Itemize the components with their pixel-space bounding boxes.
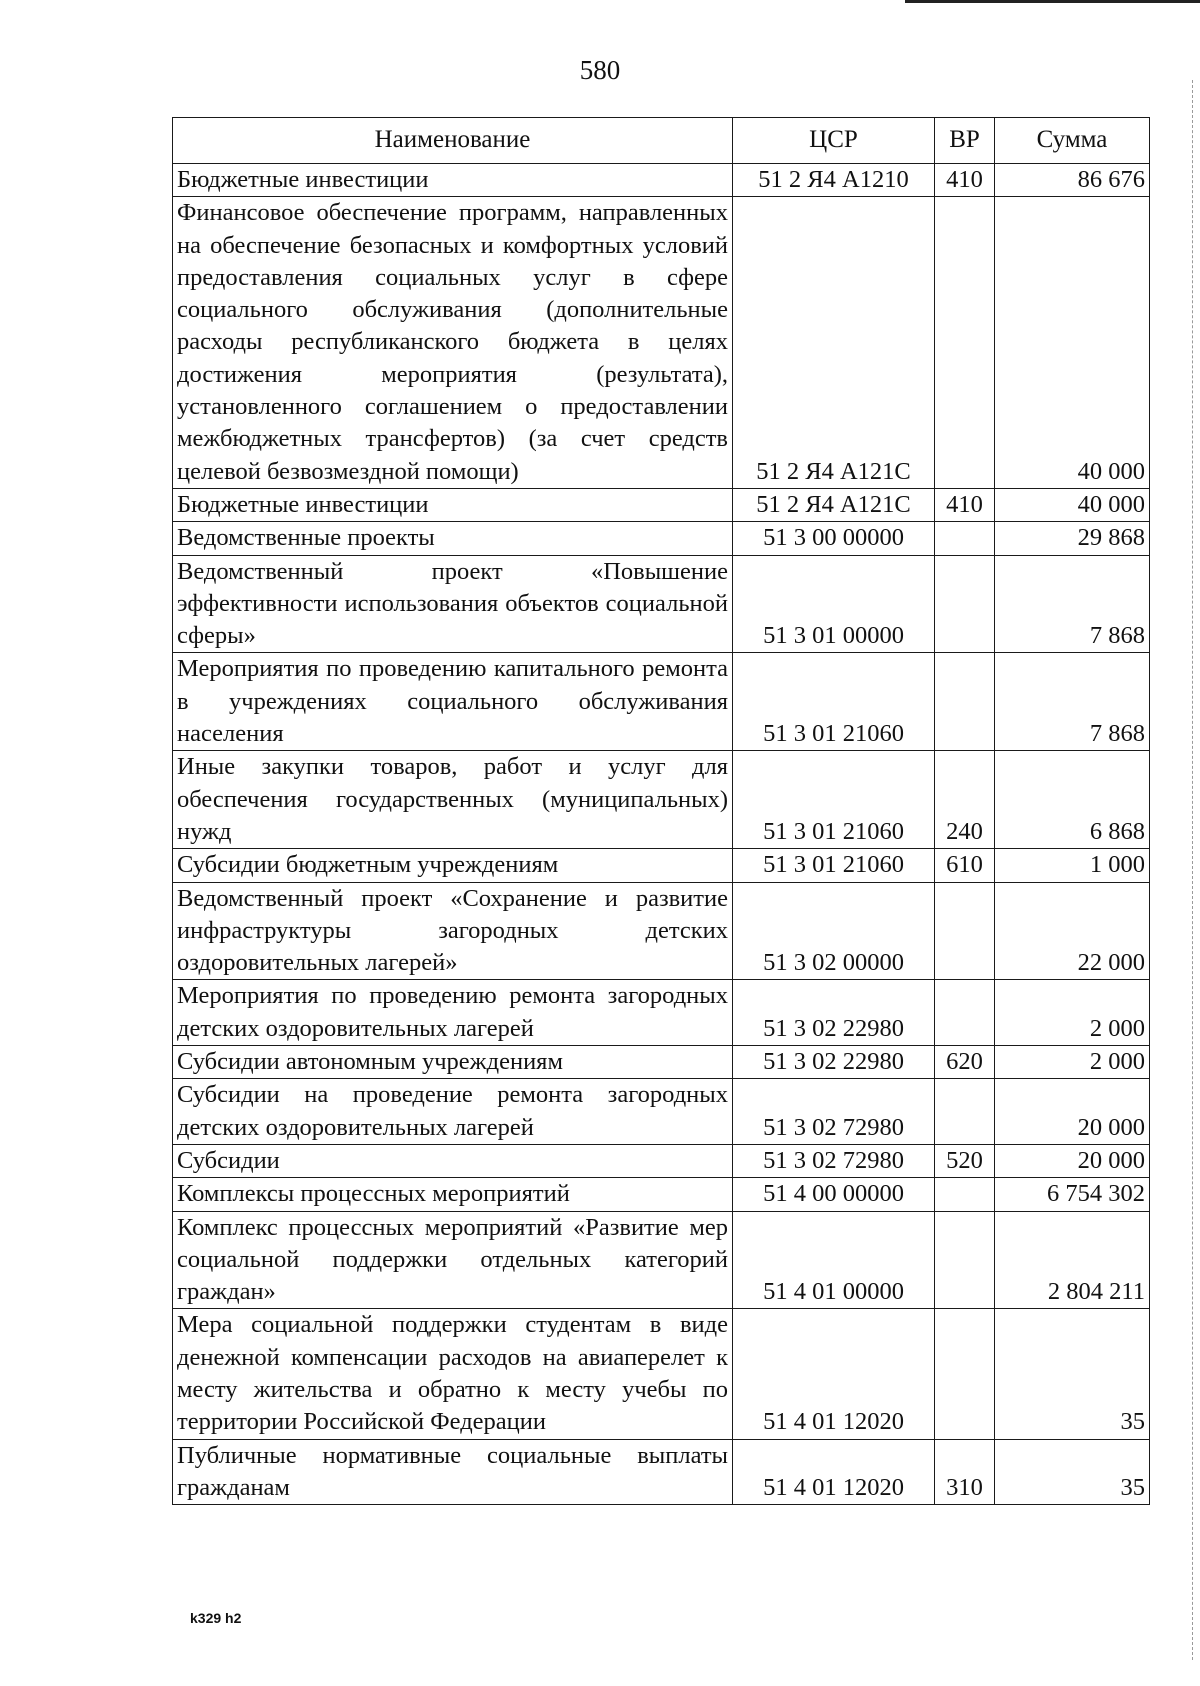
table-row — [173, 1079, 1150, 1145]
header-csr: ЦСР — [733, 118, 935, 164]
row-vr: 620 — [935, 1046, 995, 1079]
row-vr: 410 — [935, 164, 995, 197]
row-csr: 51 3 01 21060 — [733, 849, 935, 882]
row-csr: 51 3 01 21060 — [733, 653, 935, 751]
table-row — [173, 882, 1150, 980]
row-name: Ведомственные проекты — [173, 522, 733, 555]
row-vr — [935, 1079, 995, 1145]
table-row — [173, 1144, 1150, 1177]
row-csr: 51 3 01 00000 — [733, 555, 935, 653]
table-row — [173, 1309, 1150, 1439]
row-csr: 51 4 01 12020 — [733, 1309, 935, 1439]
row-vr: 410 — [935, 488, 995, 521]
table-row — [173, 488, 1150, 521]
row-name: Финансовое обеспечение программ, направленных на обеспечение безопасных и комфортных условий предоставления социальных услуг в сфере социального обслуживания (дополнительные расходы республиканского бюджета в целях достижения мероприятия (результата), установленного соглашением о предоставлении межбюджетных трансфертов) (за счет средств целевой безвозмездной помощи) — [173, 197, 733, 489]
header-sum: Сумма — [995, 118, 1150, 164]
row-sum: 2 804 211 — [995, 1211, 1150, 1309]
row-sum: 35 — [995, 1309, 1150, 1439]
row-name: Ведомственный проект «Повышение эффективности использования объектов социальной сферы» — [173, 555, 733, 653]
table-row — [173, 1178, 1150, 1211]
row-sum: 2 000 — [995, 980, 1150, 1046]
row-name: Субсидии — [173, 1144, 733, 1177]
footer-code: k329 h2 — [190, 1610, 242, 1626]
row-sum: 86 676 — [995, 164, 1150, 197]
row-sum: 6 868 — [995, 751, 1150, 849]
table-row — [173, 555, 1150, 653]
row-name: Бюджетные инвестиции — [173, 164, 733, 197]
row-sum: 1 000 — [995, 849, 1150, 882]
row-vr — [935, 1211, 995, 1309]
row-csr: 51 4 00 00000 — [733, 1178, 935, 1211]
row-sum: 6 754 302 — [995, 1178, 1150, 1211]
row-csr: 51 3 02 22980 — [733, 980, 935, 1046]
table-row — [173, 1046, 1150, 1079]
table-row — [173, 751, 1150, 849]
row-sum: 22 000 — [995, 882, 1150, 980]
table-row — [173, 653, 1150, 751]
row-csr: 51 3 02 72980 — [733, 1144, 935, 1177]
table-row — [173, 164, 1150, 197]
page-number: 580 — [579, 55, 621, 85]
row-name: Мероприятия по проведению капитального ремонта в учреждениях социального обслуживания населения — [173, 653, 733, 751]
row-vr: 240 — [935, 751, 995, 849]
row-vr — [935, 197, 995, 489]
row-csr: 51 2 Я4 А1210 — [733, 164, 935, 197]
row-csr: 51 3 02 00000 — [733, 882, 935, 980]
row-name: Мероприятия по проведению ремонта загородных детских оздоровительных лагерей — [173, 980, 733, 1046]
header-name: Наименование — [173, 118, 733, 164]
row-sum: 20 000 — [995, 1144, 1150, 1177]
right-margin-rule — [1192, 80, 1194, 1660]
row-csr: 51 2 Я4 А121С — [733, 488, 935, 521]
row-vr: 520 — [935, 1144, 995, 1177]
row-vr — [935, 1309, 995, 1439]
row-vr — [935, 980, 995, 1046]
row-name: Комплексы процессных мероприятий — [173, 1178, 733, 1211]
row-vr — [935, 1178, 995, 1211]
table-row — [173, 1439, 1150, 1505]
row-name: Комплекс процессных мероприятий «Развитие мер социальной поддержки отдельных категорий граждан» — [173, 1211, 733, 1309]
row-name: Публичные нормативные социальные выплаты гражданам — [173, 1439, 733, 1505]
row-csr: 51 2 Я4 А121С — [733, 197, 935, 489]
row-csr: 51 3 00 00000 — [733, 522, 935, 555]
row-name: Бюджетные инвестиции — [173, 488, 733, 521]
row-sum: 2 000 — [995, 1046, 1150, 1079]
row-vr: 610 — [935, 849, 995, 882]
row-sum: 40 000 — [995, 488, 1150, 521]
row-sum: 35 — [995, 1439, 1150, 1505]
row-sum: 7 868 — [995, 555, 1150, 653]
table-row — [173, 522, 1150, 555]
row-vr — [935, 555, 995, 653]
row-sum: 40 000 — [995, 197, 1150, 489]
row-vr: 310 — [935, 1439, 995, 1505]
row-name: Субсидии на проведение ремонта загородных детских оздоровительных лагерей — [173, 1079, 733, 1145]
budget-table — [172, 117, 1150, 1505]
row-name: Иные закупки товаров, работ и услуг для обеспечения государственных (муниципальных) нужд — [173, 751, 733, 849]
row-csr: 51 3 02 72980 — [733, 1079, 935, 1145]
row-name: Ведомственный проект «Сохранение и развитие инфраструктуры загородных детских оздоровительных лагерей» — [173, 882, 733, 980]
row-sum: 20 000 — [995, 1079, 1150, 1145]
row-csr: 51 4 01 00000 — [733, 1211, 935, 1309]
header-vr: ВР — [935, 118, 995, 164]
row-sum: 7 868 — [995, 653, 1150, 751]
row-csr: 51 3 01 21060 — [733, 751, 935, 849]
table-row — [173, 980, 1150, 1046]
row-name: Мера социальной поддержки студентам в виде денежной компенсации расходов на авиаперелет к месту жительства и обратно к месту учебы по территории Российской Федерации — [173, 1309, 733, 1439]
row-csr: 51 3 02 22980 — [733, 1046, 935, 1079]
row-vr — [935, 522, 995, 555]
table-row — [173, 849, 1150, 882]
row-vr — [935, 882, 995, 980]
row-csr: 51 4 01 12020 — [733, 1439, 935, 1505]
row-name: Субсидии автономным учреждениям — [173, 1046, 733, 1079]
row-name: Субсидии бюджетным учреждениям — [173, 849, 733, 882]
table-header-row — [173, 118, 1150, 164]
row-sum: 29 868 — [995, 522, 1150, 555]
top-edge-rule — [905, 0, 1200, 3]
table-row — [173, 197, 1150, 489]
table-row — [173, 1211, 1150, 1309]
row-vr — [935, 653, 995, 751]
